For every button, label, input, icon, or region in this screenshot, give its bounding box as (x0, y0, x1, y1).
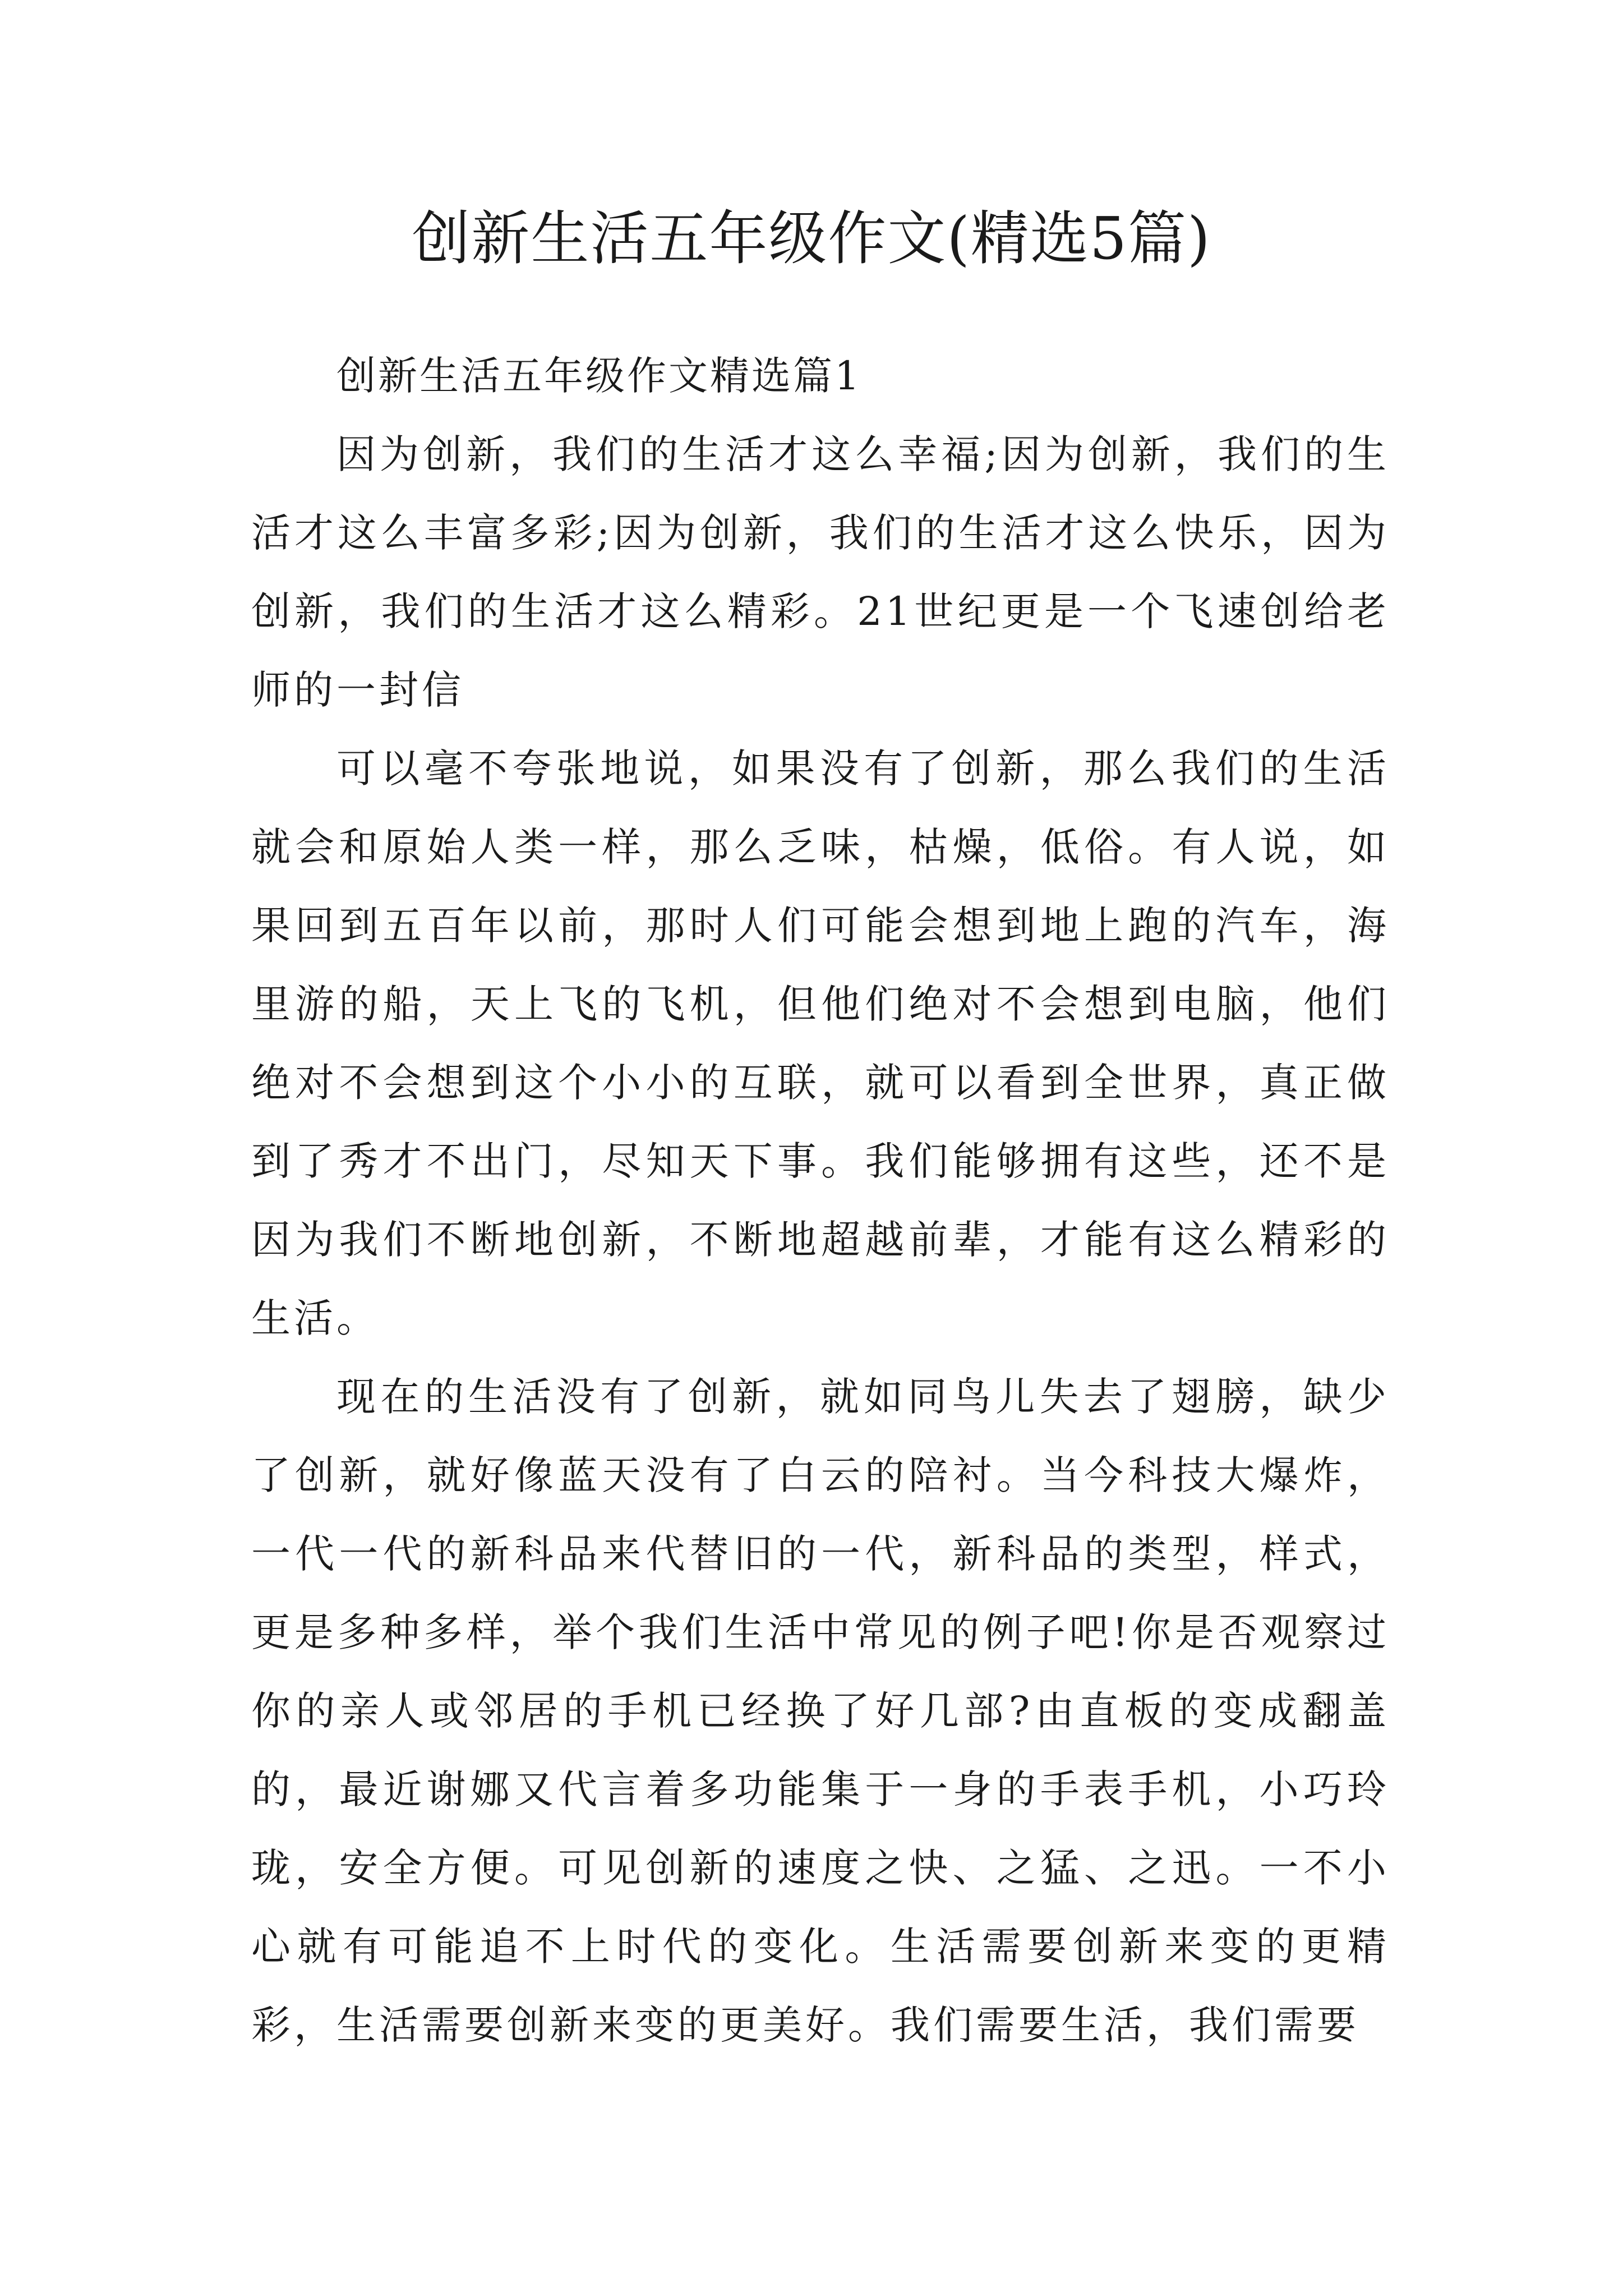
paragraph-2: 可以毫不夸张地说，如果没有了创新，那么我们的生活就会和原始人类一样，那么乏味，枯燥，低俗。有人说，如果回到五百年以前，那时人们可能会想到地上跑的汽车，海里游的船，天上飞的飞机，但他们绝对不会想到电脑，他们绝对不会想到这个小小的互联，就可以看到全世界，真正做到了秀才不出门，尽知天下事。我们能够拥有这些，还不是因为我们不断地创新，不断地超越前辈，才能有这么精彩的生活。 (251, 746, 1390, 1341)
paragraph-3: 现在的生活没有了创新，就如同鸟儿失去了翅膀，缺少了创新，就好像蓝天没有了白云的陪衬。当今科技大爆炸，一代一代的新科品来代替旧的一代，新科品的类型，样式，更是多种多样，举个我们生活中常见的例子吧!你是否观察过你的亲人或邻居的手机已经换了好几部?由直板的变成翻盖的，最近谢娜又代言着多功能集于一身的手表手机，小巧玲珑，安全方便。可见创新的速度之快、之猛、之迅。一不小心就有可能追不上时代的变化。生活需要创新来变的更精彩，生活需要创新来变的更美好。我们需要生活，我们需要 (251, 1374, 1390, 2048)
paragraph-1: 因为创新，我们的生活才这么幸福;因为创新，我们的生活才这么丰富多彩;因为创新，我们的生活才这么快乐，因为创新，我们的生活才这么精彩。21世纪更是一个飞速创给老师的一封信 (251, 431, 1390, 713)
section-heading: 创新生活五年级作文精选篇1 (336, 353, 862, 399)
document-title: 创新生活五年级作文(精选5篇) (412, 204, 1211, 273)
document-body (251, 337, 1390, 2064)
